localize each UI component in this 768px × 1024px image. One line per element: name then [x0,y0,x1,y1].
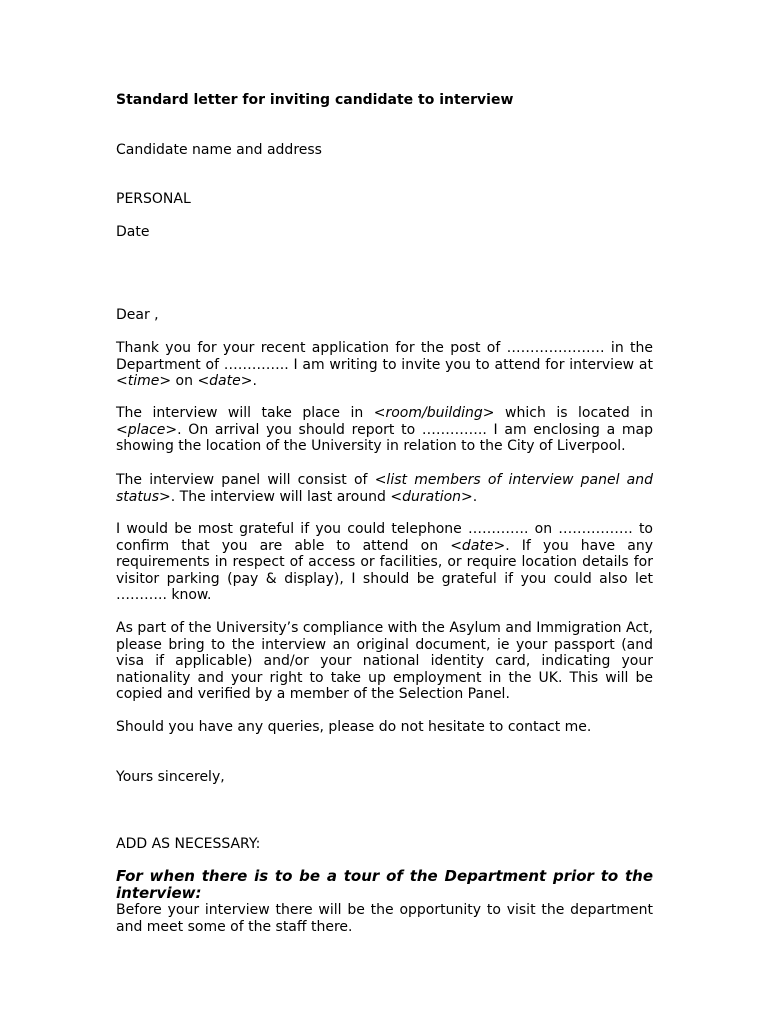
add-as-necessary-label: ADD AS NECESSARY: [116,836,261,852]
paragraph-telephone: I would be most grateful if you could telephone …………. on ……………. to confirm that you are able to attend on <date>. If you have any requirements in respect of access or facilities, or require location details for visitor parking (pay & display), I should be grateful if you could also let ……….. know. [116,521,654,603]
paragraph-queries: Should you have any queries, please do not hesitate to contact me. [116,719,592,735]
date-line: Date [116,224,150,240]
personal-label: PERSONAL [116,191,191,207]
tour-text: Before your interview there will be the opportunity to visit the department and meet some of the staff there. [116,902,653,935]
tour-heading: For when there is to be a tour of the Department prior to the interview: [116,867,653,902]
placeholder-place: <place> [116,421,178,438]
paragraph-compliance: As part of the University’s compliance with the Asylum and Immigration Act, please bring to the interview an original document, ie your passport (and visa if applicable) and/or your national identity card, indicating your nationality and your right to take up employment in the UK. This will be copied and verified by a member of the Selection Panel. [116,620,653,702]
placeholder-time: <time> [116,373,172,389]
paragraph-panel: The interview panel will consist of <list members of interview panel and status>. The interview will last around <duration>. [116,472,653,505]
closing: Yours sincerely, [116,769,225,785]
placeholder-room: <room/building> [373,405,495,421]
placeholder-date: <date> [450,537,506,554]
placeholder-duration: <duration> [390,488,473,505]
candidate-name-address: Candidate name and address [116,142,322,158]
paragraph-location: The interview will take place in <room/building> which is located in <place>. On arrival you should report to ………….. I am enclosing a map showing the location of the University in relation to the City of Liverpool. [116,405,653,454]
placeholder-panel-members: <list members of interview panel and status> [116,472,653,505]
paragraph-application: Thank you for your recent application for the post of ………………… in the Department of ………….. I am writing to invite you to attend for interview at <time> on <date>. [116,340,653,389]
document-title: Standard letter for inviting candidate to interview [116,92,514,108]
salutation: Dear , [116,307,159,323]
placeholder-date: <date> [197,373,253,389]
